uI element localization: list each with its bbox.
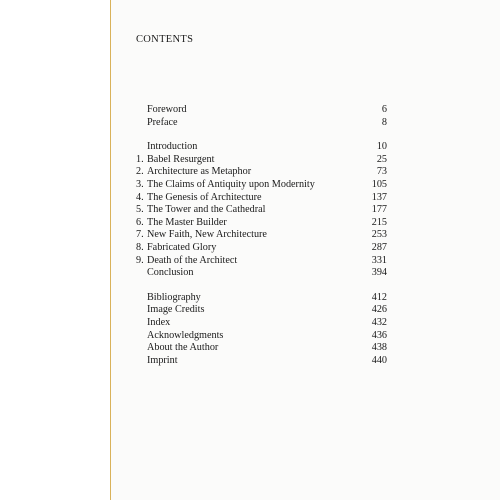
toc-entry [136,242,387,255]
toc-entry [136,141,387,154]
toc-entry-title: Bibliography [147,291,201,303]
toc-entry-title: Babel Resurgent [147,153,215,165]
toc-entry-page: 287 [371,241,387,253]
toc-entry-label [136,317,170,330]
toc-entry-page: 137 [371,191,387,203]
toc-entry [136,154,387,167]
toc-entry-number: 8. [136,241,144,253]
toc-entry-title: Imprint [147,354,178,366]
toc-entry-label [136,267,193,280]
toc-entry [136,330,387,343]
toc-entry [136,292,387,305]
toc-entry-title: Death of the Architect [147,254,238,266]
toc-entry-page: 215 [371,216,387,228]
toc-entry-title: Foreword [147,104,187,115]
toc-group-chapters [136,141,387,280]
toc-entry-title: The Genesis of Architecture [147,191,262,203]
toc-entry-number: 3. [136,178,144,190]
toc-entry-title: Conclusion [147,267,194,279]
toc-entry-number: 4. [136,191,144,203]
toc-entry-label [136,179,315,192]
toc-entry-title: New Faith, New Architecture [147,229,267,241]
toc-entry-page: 436 [371,329,387,341]
toc-entry [136,304,387,317]
toc-entry-page: 8 [381,116,387,128]
toc-entry-label [136,292,201,305]
toc-entry-page: 394 [371,267,387,279]
toc-entry [136,342,387,355]
toc-entry [136,117,387,130]
toc-entry-page: 73 [376,166,387,178]
toc-entry-number: 6. [136,216,144,228]
toc-entry-page: 440 [371,354,387,366]
toc-entry-title: About the Author [147,342,219,354]
toc-entry-title: The Claims of Antiquity upon Modernity [147,178,315,190]
toc-entry-label [136,104,187,117]
toc-entry-number: 9. [136,254,144,266]
toc-entry-page: 331 [371,254,387,266]
table-of-contents [136,104,387,379]
toc-entry-number: 1. [136,153,144,165]
toc-entry-title: The Tower and the Cathedral [147,204,266,216]
toc-entry-title: The Master Builder [147,216,227,228]
toc-entry-title: Image Credits [147,304,205,316]
toc-entry-label [136,154,214,167]
toc-entry-label [136,330,223,343]
toc-entry [136,179,387,192]
toc-entry-page: 105 [371,178,387,190]
toc-entry [136,166,387,179]
toc-entry [136,267,387,280]
toc-entry-label [136,304,204,317]
toc-entry-title: Index [147,316,171,328]
toc-entry-label [136,229,267,242]
toc-entry-page: 412 [371,291,387,303]
toc-entry [136,192,387,205]
toc-entry-title: Fabricated Glory [147,241,217,253]
toc-entry-label [136,355,178,368]
toc-entry [136,229,387,242]
toc-entry-number: 2. [136,166,144,178]
page-title: CONTENTS [136,34,194,45]
toc-entry-label [136,192,262,205]
toc-entry-page: 432 [371,316,387,328]
toc-entry-number: 7. [136,229,144,241]
toc-entry-label [136,342,218,355]
toc-entry-label [136,217,227,230]
toc-entry-label [136,255,237,268]
toc-entry-number: 5. [136,204,144,216]
toc-entry-label [136,117,178,130]
toc-entry-page: 6 [381,104,387,115]
toc-entry [136,317,387,330]
toc-group-front-matter [136,104,387,129]
toc-entry [136,255,387,268]
toc-entry-page: 25 [376,153,387,165]
toc-entry [136,204,387,217]
toc-entry-title: Acknowledgments [147,329,224,341]
toc-entry [136,355,387,368]
toc-entry-label [136,204,265,217]
toc-entry-label [136,166,251,179]
toc-entry-title: Preface [147,116,178,128]
toc-entry-page: 10 [376,141,387,153]
toc-entry-page: 177 [371,204,387,216]
toc-entry-title: Introduction [147,141,198,153]
toc-entry-page: 438 [371,342,387,354]
toc-entry-title: Architecture as Metaphor [147,166,252,178]
toc-entry-page: 253 [371,229,387,241]
toc-entry [136,217,387,230]
toc-group-back-matter [136,292,387,368]
toc-entry-page: 426 [371,304,387,316]
toc-entry-label [136,141,197,154]
toc-entry [136,104,387,117]
toc-entry-label [136,242,216,255]
